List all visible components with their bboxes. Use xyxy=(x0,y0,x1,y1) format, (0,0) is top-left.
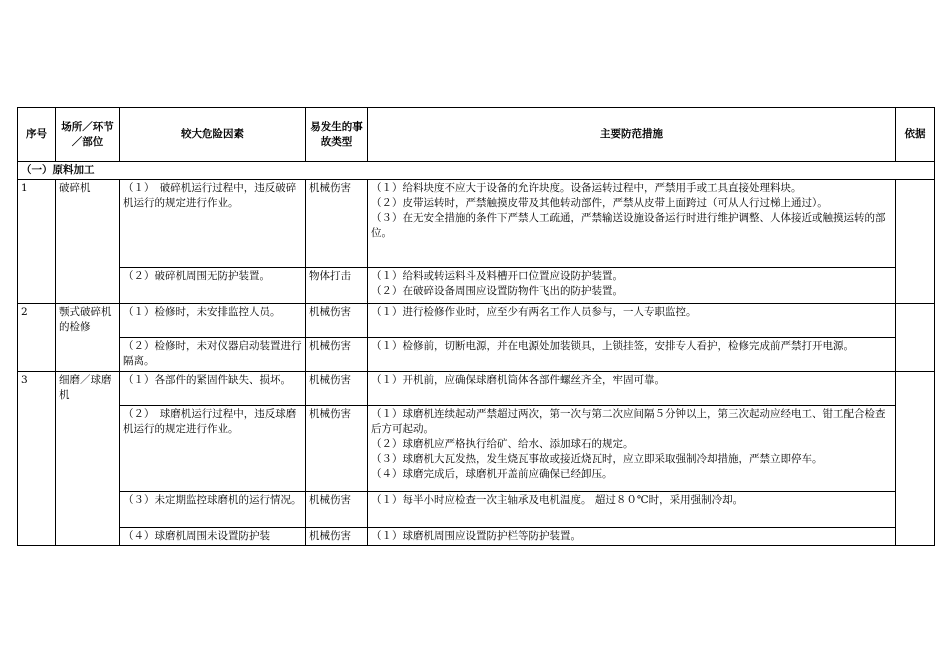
measures-cell xyxy=(368,406,896,492)
measure-line: （１）球磨机连续起动严禁超过两次，第一次与第二次应间隔５分钟以上，第三次起动应经电工、钳工配合检查后方可起动。 xyxy=(371,408,886,435)
header-no: 序号 xyxy=(18,108,56,162)
hazard-cell: （３）未定期监控球磨机的运行情况。 xyxy=(120,492,306,528)
measure-line: （３）在无安全措施的条件下严禁人工疏通，严禁输送设施设备运行时进行维护调整、人体接近或触摸运转的部位。 xyxy=(371,212,886,239)
accident-cell: 机械伤害 xyxy=(306,528,368,546)
measure-line: （２）球磨机应严格执行给矿、给水、添加球石的规定。 xyxy=(371,438,634,450)
row-place: 颚式破碎机的检修 xyxy=(56,304,120,372)
header-measures: 主要防范措施 xyxy=(368,108,896,162)
row-place: 破碎机 xyxy=(56,180,120,304)
measure-line: （３）球磨机大瓦发热，发生烧瓦事故或接近烧瓦时，应立即采取强制冷却措施，严禁立即停车。 xyxy=(371,453,823,465)
table-row xyxy=(18,338,935,372)
row-number: 2 xyxy=(18,304,56,372)
measures-cell xyxy=(368,268,896,304)
row-number: 1 xyxy=(18,180,56,304)
section-title: （一）原料加工 xyxy=(18,162,935,180)
hazard-cell: （２） 球磨机运行过程中，违反球磨机运行的规定进行作业。 xyxy=(120,406,306,492)
measures-cell xyxy=(368,528,896,546)
table-row xyxy=(18,492,935,528)
measure-line: （４）球磨完成后，球磨机开盖前应确保已经卸压。 xyxy=(371,468,613,480)
hazard-cell: （２）破碎机周围无防护装置。 xyxy=(120,268,306,304)
hazard-cell: （１）检修时，未安排监控人员。 xyxy=(120,304,306,338)
measures-cell xyxy=(368,180,896,268)
table-row xyxy=(18,528,935,546)
header-place: 场所／环节／部位 xyxy=(56,108,120,162)
measure-line: （１）每半小时应检查一次主轴承及电机温度。 超过８０℃时，采用强制冷却。 xyxy=(371,494,744,506)
section-row xyxy=(18,162,935,180)
header-hazard: 较大危险因素 xyxy=(120,108,306,162)
accident-cell: 机械伤害 xyxy=(306,372,368,406)
accident-cell: 机械伤害 xyxy=(306,304,368,338)
measures-cell xyxy=(368,372,896,406)
header-row xyxy=(18,108,935,162)
measure-line: （１）球磨机周围应设置防护栏等防护装置。 xyxy=(371,530,581,542)
measures-cell xyxy=(368,304,896,338)
measure-line: （１）开机前，应确保球磨机筒体各部件螺丝齐全，牢固可靠。 xyxy=(371,374,665,386)
table-row xyxy=(18,180,935,268)
hazard-cell: （１）各部件的紧固件缺失、损坏。 xyxy=(120,372,306,406)
header-accident-type: 易发生的事故类型 xyxy=(306,108,368,162)
table-row xyxy=(18,304,935,338)
accident-cell: 机械伤害 xyxy=(306,338,368,372)
accident-cell: 物体打击 xyxy=(306,268,368,304)
accident-cell: 机械伤害 xyxy=(306,406,368,492)
row-number: 3 xyxy=(18,372,56,546)
hazard-cell: （１） 破碎机运行过程中，违反破碎机运行的规定进行作业。 xyxy=(120,180,306,268)
hazard-table xyxy=(17,107,935,546)
hazard-cell: （２）检修时，未对仪器启动装置进行隔离。 xyxy=(120,338,306,372)
basis-cell xyxy=(896,304,935,372)
measures-cell xyxy=(368,492,896,528)
table-row xyxy=(18,372,935,406)
measure-line: （２）皮带运转时，严禁触摸皮带及其他转动部件，严禁从皮带上面跨过（可从人行过梯上通过）。 xyxy=(371,197,828,209)
measures-cell xyxy=(368,338,896,372)
accident-cell: 机械伤害 xyxy=(306,492,368,528)
basis-cell xyxy=(896,372,935,546)
measure-line: （２）在破碎设备周围应设置防物件飞出的防护装置。 xyxy=(371,285,623,297)
row-place: 细磨／球磨机 xyxy=(56,372,120,546)
table-row xyxy=(18,406,935,492)
basis-cell xyxy=(896,180,935,304)
measure-line: （１）进行检修作业时，应至少有两名工作人员参与，一人专职监控。 xyxy=(371,306,697,318)
measure-line: （１）给料或转运料斗及料槽开口位置应设防护装置。 xyxy=(371,270,623,282)
header-basis: 依据 xyxy=(896,108,935,162)
accident-cell: 机械伤害 xyxy=(306,180,368,268)
table-row xyxy=(18,268,935,304)
measure-line: （１）给料块度不应大于设备的允许块度。设备运转过程中，严禁用手或工具直接处理料块。 xyxy=(371,182,802,194)
measure-line: （１）检修前，切断电源，并在电源处加装锁具，上锁挂签，安排专人看护，检修完成前严禁打开电源。 xyxy=(371,340,854,352)
hazard-cell: （４）球磨机周围未设置防护装 xyxy=(120,528,306,546)
